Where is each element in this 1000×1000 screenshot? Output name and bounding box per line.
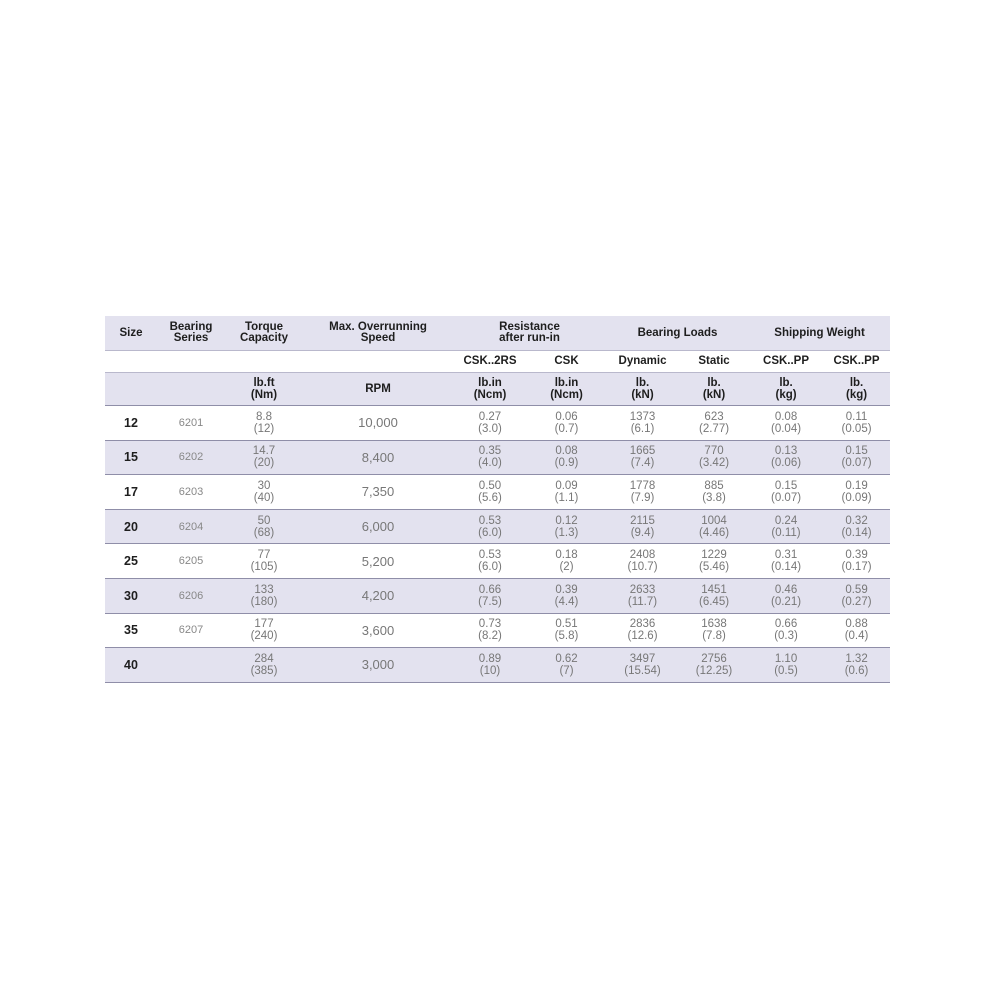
unit-speed-rpm: RPM [365,383,391,395]
cell-torque-metric: (240) [250,630,278,643]
cell-static [679,440,749,475]
cell-res-2rs-imperial: 0.53 [478,549,502,562]
subheader-empty-size [105,351,157,373]
cell-torque-imperial: 133 [254,583,274,596]
cell-size: 35 [105,613,157,648]
cell-res-2rs-metric: (8.2) [478,630,502,643]
table-row [105,475,890,510]
cell-res-csk-metric: (0.9) [554,457,579,470]
cell-weight-2-imperial: 1.32 [845,652,868,665]
cell-torque [225,440,303,475]
cell-weight-2-metric: (0.05) [841,422,872,435]
unit-weight-2 [823,373,890,406]
cell-dynamic-metric: (7.4) [630,457,655,470]
cell-torque-metric: (385) [250,664,278,677]
table-row [105,509,890,544]
cell-weight-1 [749,406,823,441]
header-resistance [453,316,606,351]
cell-bearing-series: 6203 [157,475,225,510]
unit-empty-size [105,373,157,406]
cell-dynamic-metric: (15.54) [624,664,661,677]
cell-static [679,406,749,441]
cell-weight-1-imperial: 0.31 [774,549,798,562]
cell-dynamic-metric: (6.1) [630,422,655,435]
cell-weight-1-metric: (0.14) [771,561,802,574]
cell-weight-1-imperial: 0.46 [774,583,798,596]
unit-torque-imperial: lb.ft [253,377,275,389]
cell-size: 25 [105,544,157,579]
cell-torque-imperial: 77 [257,549,271,562]
cell-weight-1-imperial: 0.08 [774,410,798,423]
cell-bearing-series: 6205 [157,544,225,579]
cell-res-csk-metric: (0.7) [554,422,579,435]
cell-res-2rs [453,509,527,544]
cell-res-csk [527,475,606,510]
header-torque-line1: Torque [244,321,284,333]
cell-torque-metric: (105) [250,561,278,574]
cell-static [679,475,749,510]
cell-dynamic-imperial: 2115 [630,514,655,527]
cell-weight-1-metric: (0.21) [771,595,802,608]
cell-weight-2-imperial: 0.11 [845,410,868,423]
cell-static [679,578,749,613]
unit-dynamic [606,373,679,406]
cell-torque-metric: (180) [250,595,278,608]
header-max-speed [303,316,453,351]
cell-res-csk [527,544,606,579]
cell-res-csk-imperial: 0.18 [555,549,578,562]
header-bearing-loads: Bearing Loads [606,316,749,351]
cell-res-csk [527,613,606,648]
cell-res-2rs [453,613,527,648]
cell-torque-metric: (20) [253,457,275,470]
cell-speed: 10,000 [303,406,453,441]
subheader-empty-bearing [157,351,225,373]
cell-weight-2-imperial: 0.19 [845,479,868,492]
cell-weight-2 [823,578,890,613]
cell-static-imperial: 1229 [701,549,727,562]
cell-weight-1 [749,613,823,648]
spec-table [105,316,890,683]
cell-dynamic [606,406,679,441]
table-row [105,440,890,475]
cell-size: 30 [105,578,157,613]
cell-res-2rs [453,578,527,613]
unit-static [679,373,749,406]
cell-size: 40 [105,648,157,683]
cell-res-2rs-metric: (10) [479,664,501,677]
cell-res-2rs-metric: (4.0) [478,457,502,470]
cell-weight-2-imperial: 0.15 [845,445,868,458]
cell-res-csk-metric: (1.1) [554,491,579,504]
cell-static-metric: (3.42) [699,457,730,470]
cell-weight-2 [823,440,890,475]
cell-res-2rs [453,440,527,475]
cell-speed: 3,600 [303,613,453,648]
cell-weight-2-metric: (0.07) [841,457,872,470]
header-torque-line2: Capacity [240,332,288,344]
cell-res-2rs-imperial: 0.53 [478,514,502,527]
header-row-sub [105,351,890,373]
cell-res-2rs-metric: (6.0) [478,526,502,539]
unit-res-csk-imperial: lb.in [554,377,579,389]
cell-weight-1 [749,578,823,613]
cell-torque [225,475,303,510]
cell-weight-1-imperial: 0.24 [774,514,798,527]
cell-torque [225,509,303,544]
cell-res-csk-metric: (4.4) [554,595,579,608]
cell-weight-2 [823,648,890,683]
cell-speed: 6,000 [303,509,453,544]
unit-weight-1-imperial: lb. [779,377,793,389]
cell-bearing-series: 6201 [157,406,225,441]
cell-res-2rs [453,648,527,683]
cell-dynamic-imperial: 1373 [629,410,656,423]
cell-weight-1-metric: (0.3) [774,630,798,643]
cell-weight-1-metric: (0.5) [774,664,798,677]
header-bearing-series-line1: Bearing [169,321,213,333]
cell-static-metric: (5.46) [699,561,730,574]
cell-static [679,613,749,648]
cell-weight-1-imperial: 0.66 [774,618,798,631]
header-bearing-series-line2: Series [173,332,209,344]
cell-weight-1 [749,648,823,683]
cell-res-2rs-metric: (7.5) [478,595,502,608]
cell-static-metric: (2.77) [699,422,730,435]
cell-static [679,544,749,579]
unit-res-2rs-metric: (Ncm) [473,389,507,401]
cell-dynamic-imperial: 1665 [629,445,656,458]
unit-torque [225,373,303,406]
cell-torque-imperial: 14.7 [252,445,276,458]
unit-res-2rs-imperial: lb.in [478,377,502,389]
cell-dynamic-imperial: 2408 [629,549,656,562]
cell-static-metric: (7.8) [702,630,726,643]
subheader-resistance-csk: CSK [527,351,606,373]
cell-weight-1-metric: (0.11) [771,526,801,539]
header-bearing-series [157,316,225,351]
cell-weight-1 [749,509,823,544]
subheader-resistance-2rs: CSK..2RS [453,351,527,373]
cell-weight-1-imperial: 0.15 [774,479,798,492]
cell-res-csk [527,648,606,683]
cell-weight-2-metric: (0.14) [841,526,872,539]
cell-dynamic [606,648,679,683]
cell-res-csk-metric: (7) [559,664,574,677]
cell-weight-2-metric: (0.6) [844,664,869,677]
unit-weight-1-metric: (kg) [775,389,797,401]
cell-torque-imperial: 177 [254,618,274,631]
cell-weight-2 [823,509,890,544]
cell-dynamic-imperial: 2836 [629,618,656,631]
cell-weight-2 [823,475,890,510]
cell-size: 15 [105,440,157,475]
cell-static-metric: (6.45) [699,595,730,608]
cell-weight-2-metric: (0.4) [844,630,869,643]
cell-speed: 8,400 [303,440,453,475]
cell-res-2rs [453,406,527,441]
unit-static-imperial: lb. [707,377,721,389]
header-torque-capacity [225,316,303,351]
table-row [105,578,890,613]
cell-static [679,648,749,683]
cell-dynamic-imperial: 3497 [629,652,656,665]
cell-weight-2-imperial: 0.32 [845,514,868,527]
header-shipping-weight: Shipping Weight [749,316,890,351]
cell-torque [225,578,303,613]
cell-torque-imperial: 30 [257,479,271,492]
cell-res-2rs-imperial: 0.50 [478,479,502,492]
unit-dynamic-imperial: lb. [635,377,650,389]
cell-weight-1-metric: (0.04) [771,422,802,435]
cell-weight-1-metric: (0.07) [771,491,802,504]
cell-weight-2 [823,406,890,441]
cell-dynamic [606,544,679,579]
cell-bearing-series: 6202 [157,440,225,475]
cell-torque-imperial: 8.8 [256,410,272,423]
subheader-weight-pp-1: CSK..PP [749,351,823,373]
cell-static-imperial: 770 [704,445,724,458]
cell-size: 20 [105,509,157,544]
cell-res-csk-metric: (5.8) [554,630,579,643]
unit-weight-1 [749,373,823,406]
cell-res-2rs [453,475,527,510]
cell-static-imperial: 1451 [701,583,727,596]
cell-torque [225,406,303,441]
cell-res-csk [527,406,606,441]
cell-weight-1 [749,544,823,579]
cell-dynamic [606,509,679,544]
table-row [105,648,890,683]
cell-torque-metric: (40) [253,491,275,504]
cell-dynamic [606,440,679,475]
cell-static-imperial: 623 [704,410,724,423]
header-size: Size [105,316,157,351]
cell-weight-2-metric: (0.17) [841,561,872,574]
cell-dynamic-imperial: 2633 [629,583,656,596]
cell-static [679,509,749,544]
cell-res-csk [527,509,606,544]
cell-res-csk-imperial: 0.12 [555,514,578,527]
subheader-load-static: Static [679,351,749,373]
table-row [105,544,890,579]
cell-torque [225,613,303,648]
subheader-weight-pp-2: CSK..PP [823,351,890,373]
cell-res-csk-imperial: 0.62 [555,652,578,665]
unit-weight-2-imperial: lb. [849,377,864,389]
table-row [105,613,890,648]
cell-static-imperial: 1004 [701,514,727,527]
cell-dynamic-metric: (12.6) [627,630,658,643]
cell-speed: 7,350 [303,475,453,510]
subheader-load-dynamic: Dynamic [606,351,679,373]
cell-dynamic-metric: (11.7) [627,595,658,608]
cell-res-csk [527,440,606,475]
cell-dynamic-metric: (10.7) [627,561,658,574]
cell-bearing-series: 6206 [157,578,225,613]
unit-res-csk [527,373,606,406]
cell-dynamic-metric: (7.9) [630,491,655,504]
cell-weight-1 [749,475,823,510]
cell-res-csk-imperial: 0.09 [555,479,578,492]
cell-weight-2-imperial: 0.59 [845,583,868,596]
cell-speed: 3,000 [303,648,453,683]
cell-weight-2-metric: (0.09) [841,491,872,504]
subheader-empty-speed [303,351,453,373]
cell-weight-2 [823,544,890,579]
cell-res-2rs-imperial: 0.27 [478,410,502,423]
cell-res-2rs-imperial: 0.35 [478,445,502,458]
cell-weight-2-imperial: 0.88 [845,618,868,631]
cell-torque [225,544,303,579]
header-resistance-line2: after run-in [499,332,560,344]
header-row-main [105,316,890,351]
cell-torque-imperial: 284 [254,652,274,665]
cell-speed: 5,200 [303,544,453,579]
cell-static-imperial: 1638 [701,618,727,631]
cell-torque [225,648,303,683]
cell-res-2rs-metric: (6.0) [478,561,502,574]
cell-weight-2-imperial: 0.39 [845,549,868,562]
cell-size: 12 [105,406,157,441]
cell-size: 17 [105,475,157,510]
unit-static-metric: (kN) [702,389,726,401]
cell-weight-1-metric: (0.06) [771,457,802,470]
table-row [105,406,890,441]
unit-dynamic-metric: (kN) [631,389,654,401]
cell-res-2rs-imperial: 0.66 [478,583,502,596]
cell-res-csk-metric: (2) [559,561,574,574]
cell-speed: 4,200 [303,578,453,613]
cell-static-metric: (4.46) [699,526,730,539]
header-speed-line2: Speed [360,332,396,344]
cell-weight-2-metric: (0.27) [841,595,872,608]
unit-res-csk-metric: (Ncm) [550,389,583,401]
cell-bearing-series [157,648,225,683]
cell-res-2rs-imperial: 0.89 [478,652,502,665]
unit-res-2rs [453,373,527,406]
cell-res-csk-imperial: 0.51 [555,618,578,631]
header-row-units [105,373,890,406]
cell-static-metric: (3.8) [702,491,726,504]
cell-dynamic [606,578,679,613]
cell-torque-metric: (12) [253,422,275,435]
cell-res-csk-imperial: 0.39 [555,583,578,596]
cell-res-csk [527,578,606,613]
cell-static-metric: (12.25) [695,664,733,677]
cell-res-csk-metric: (1.3) [554,526,579,539]
cell-dynamic [606,613,679,648]
cell-res-2rs [453,544,527,579]
cell-res-csk-imperial: 0.06 [555,410,578,423]
header-speed-line1: Max. Overrunning [329,321,427,333]
cell-weight-1-imperial: 1.10 [774,652,798,665]
cell-res-csk-imperial: 0.08 [555,445,578,458]
cell-bearing-series: 6204 [157,509,225,544]
cell-dynamic-metric: (9.4) [630,526,655,539]
unit-speed [303,373,453,406]
cell-static-imperial: 2756 [701,652,727,665]
subheader-empty-torque [225,351,303,373]
unit-torque-metric: (Nm) [250,389,278,401]
cell-weight-1-imperial: 0.13 [774,445,798,458]
cell-res-2rs-metric: (5.6) [478,491,502,504]
cell-bearing-series: 6207 [157,613,225,648]
cell-res-2rs-imperial: 0.73 [478,618,502,631]
unit-empty-bearing [157,373,225,406]
cell-weight-1 [749,440,823,475]
cell-dynamic [606,475,679,510]
cell-static-imperial: 885 [704,479,724,492]
cell-torque-metric: (68) [253,526,275,539]
cell-weight-2 [823,613,890,648]
header-resistance-line1: Resistance [499,321,560,333]
cell-res-2rs-metric: (3.0) [478,422,502,435]
cell-torque-imperial: 50 [257,514,271,527]
unit-weight-2-metric: (kg) [845,389,868,401]
cell-dynamic-imperial: 1778 [629,479,656,492]
